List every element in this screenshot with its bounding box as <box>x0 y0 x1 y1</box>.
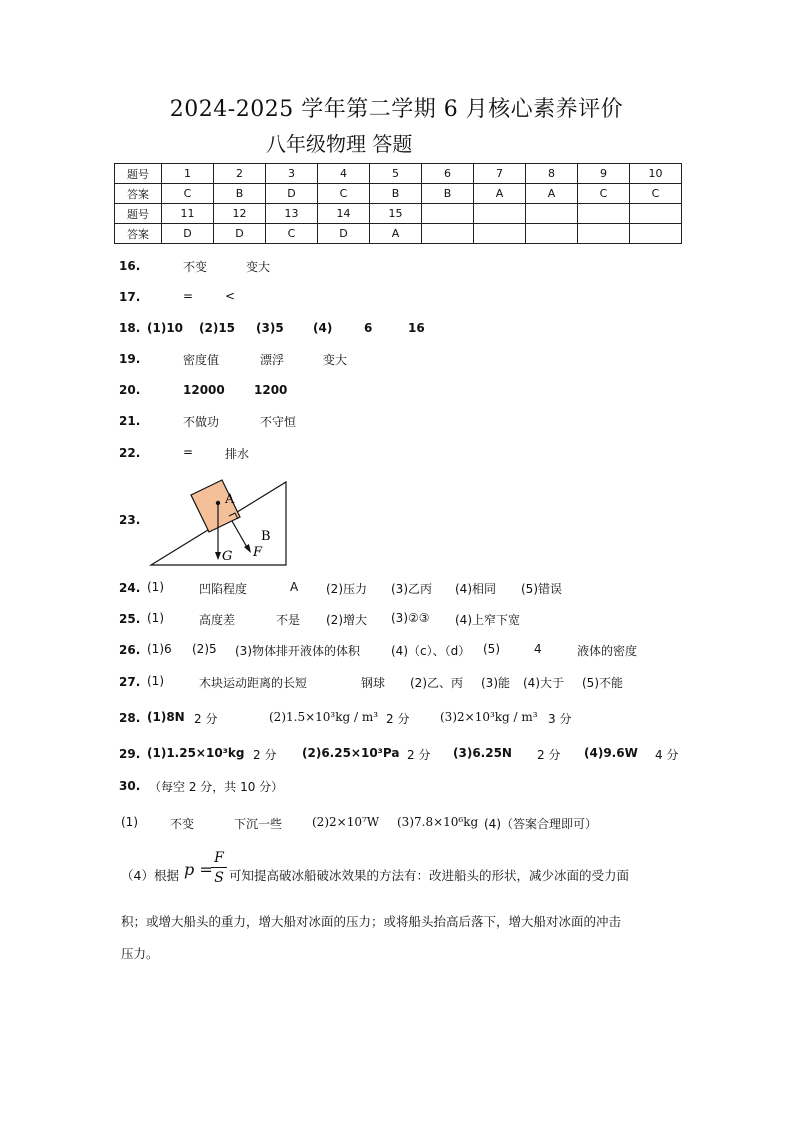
table-head-cell: 题号 <box>115 204 162 224</box>
explanation-line: 压力。 <box>121 946 159 961</box>
answer-text: (5)不能 <box>582 676 623 690</box>
answer-text: 1200 <box>254 383 288 397</box>
answer-text: (1) <box>147 611 164 625</box>
question-number: 25. <box>119 612 141 626</box>
table-row <box>115 164 682 184</box>
table-cell: 5 <box>370 164 422 184</box>
explanation-lead: （4）根据 <box>121 868 179 883</box>
answer-text: 16 <box>408 321 425 335</box>
answer-text: (3)6.25N <box>453 746 512 760</box>
score-text: 3 分 <box>548 712 572 726</box>
answer-text: (4)大于 <box>523 676 564 690</box>
score-text: 2 分 <box>386 712 410 726</box>
explanation-line: 积；或增大船头的重力，增大船对冰面的压力；或将船头抬高后落下，增大船对冰面的冲击 <box>121 914 622 929</box>
gravity-arrowhead <box>215 552 221 560</box>
answer-text: 4 <box>534 642 542 656</box>
answer-text: (1) <box>147 580 164 594</box>
table-cell <box>474 224 526 244</box>
answer-text: (5) <box>483 642 500 656</box>
answer-text: A <box>290 580 299 594</box>
table-cell: D <box>162 224 214 244</box>
table-row <box>115 184 682 204</box>
table-cell: 7 <box>474 164 526 184</box>
answer-text: = <box>183 445 194 459</box>
answer-text: 高度差 <box>199 613 236 627</box>
question-number: 23. <box>119 513 141 527</box>
answer-text: (4)（c）、（d） <box>391 644 471 658</box>
question-number: 19. <box>119 352 141 366</box>
answer-text: 钢球 <box>361 676 386 690</box>
table-cell: D <box>318 224 370 244</box>
answer-text: 不变 <box>183 260 208 274</box>
table-cell: C <box>162 184 214 204</box>
table-cell: 2 <box>214 164 266 184</box>
question-number: 29. <box>119 747 141 761</box>
table-cell: D <box>214 224 266 244</box>
answer-text: (5)错误 <box>521 582 562 596</box>
answer-text: (1)10 <box>147 321 184 335</box>
score-text: 4 分 <box>655 748 679 762</box>
answer-text: (2)乙、丙 <box>410 676 463 690</box>
answer-table <box>114 163 682 244</box>
table-cell: C <box>266 224 318 244</box>
answer-text: 不做功 <box>183 415 220 429</box>
question-number: 20. <box>119 383 141 397</box>
answer-text: (3)②③ <box>391 611 430 625</box>
table-cell: D <box>266 184 318 204</box>
force-arrowhead <box>244 544 251 553</box>
answer-text: (2)6.25×10³Pa <box>302 746 400 760</box>
answer-text: 变大 <box>323 353 348 367</box>
answer-text: (2)增大 <box>326 613 367 627</box>
table-row <box>115 224 682 244</box>
answer-text: (3)能 <box>481 676 510 690</box>
answer-text: 凹陷程度 <box>199 582 248 596</box>
table-cell: 10 <box>630 164 682 184</box>
table-cell <box>630 204 682 224</box>
table-cell: B <box>214 184 266 204</box>
table-cell: 9 <box>578 164 630 184</box>
table-cell: C <box>630 184 682 204</box>
answer-text: (4)9.6W <box>584 746 638 760</box>
question-number: 17. <box>119 290 141 304</box>
table-cell: 8 <box>526 164 578 184</box>
table-head-cell: 答案 <box>115 184 162 204</box>
table-cell <box>578 224 630 244</box>
answer-text: (4)（答案合理即可） <box>484 817 597 831</box>
page-subtitle: 八年级物理 答题 <box>266 132 413 156</box>
answer-text: (2)1.5×10³kg / m³ <box>269 710 379 724</box>
table-cell <box>526 224 578 244</box>
answer-text: (2)2×10⁷W <box>312 815 380 829</box>
table-head-cell: 题号 <box>115 164 162 184</box>
table-cell <box>630 224 682 244</box>
answer-text: 木块运动距离的长短 <box>199 676 308 690</box>
label-a: A <box>225 492 235 507</box>
answer-text: 下沉一些 <box>234 817 283 831</box>
answer-text: (3)2×10³kg / m³ <box>440 710 538 724</box>
answer-text: 变大 <box>246 260 271 274</box>
answer-text: (1) <box>121 815 138 829</box>
answer-text: = <box>183 289 194 303</box>
table-cell: C <box>318 184 370 204</box>
formula-numerator: F <box>211 849 227 868</box>
answer-text: 液体的密度 <box>577 644 638 658</box>
formula-lhs: p = <box>184 860 213 879</box>
answer-text: < <box>225 289 236 303</box>
score-text: 2 分 <box>253 748 277 762</box>
answer-text: (3)5 <box>256 321 284 335</box>
answer-text: 不守恒 <box>260 415 297 429</box>
table-cell: 3 <box>266 164 318 184</box>
label-b: B <box>261 529 271 544</box>
table-cell: A <box>526 184 578 204</box>
question-number: 18. <box>119 321 141 335</box>
question-number: 30. <box>119 779 141 793</box>
question-number: 22. <box>119 446 141 460</box>
answer-text: 排水 <box>225 447 250 461</box>
answer-text: (2)5 <box>192 642 217 656</box>
table-cell <box>526 204 578 224</box>
table-cell <box>422 224 474 244</box>
question-number: 21. <box>119 414 141 428</box>
question-number: 24. <box>119 581 141 595</box>
answer-text: 12000 <box>183 383 225 397</box>
table-cell <box>422 204 474 224</box>
table-cell: C <box>578 184 630 204</box>
answer-text: (3)7.8×10⁶kg <box>397 815 479 829</box>
question-number: 26. <box>119 643 141 657</box>
answer-text: (1)6 <box>147 642 172 656</box>
table-cell: 14 <box>318 204 370 224</box>
table-cell: A <box>474 184 526 204</box>
answer-text: (2)15 <box>199 321 236 335</box>
score-note: （每空 2 分，共 10 分） <box>149 780 284 794</box>
label-g: G <box>222 549 233 564</box>
question-number: 28. <box>119 711 141 725</box>
answer-text: (4) <box>313 321 333 335</box>
table-cell: B <box>422 184 474 204</box>
formula-denominator: S <box>214 870 224 886</box>
table-cell: 15 <box>370 204 422 224</box>
question-number: 16. <box>119 259 141 273</box>
score-text: 2 分 <box>407 748 431 762</box>
table-cell: 1 <box>162 164 214 184</box>
table-cell: 11 <box>162 204 214 224</box>
incline-force-diagram <box>145 478 295 570</box>
answer-text: (1)8N <box>147 710 185 724</box>
label-f: F <box>253 545 263 560</box>
answer-text: 6 <box>364 321 373 335</box>
table-row <box>115 204 682 224</box>
answer-text: (2)压力 <box>326 582 367 596</box>
answer-text: (1) <box>147 674 164 688</box>
table-cell: 13 <box>266 204 318 224</box>
table-cell: B <box>370 184 422 204</box>
answer-text: 不是 <box>276 613 301 627</box>
table-cell: A <box>370 224 422 244</box>
score-text: 2 分 <box>537 748 561 762</box>
page-title: 2024-2025 学年第二学期 6 月核心素养评价 <box>169 97 624 122</box>
answer-text: 密度值 <box>183 353 220 367</box>
table-cell: 4 <box>318 164 370 184</box>
answer-text: (4)相同 <box>455 582 496 596</box>
table-cell: 12 <box>214 204 266 224</box>
answer-text: (3)乙丙 <box>391 582 432 596</box>
force-arrow <box>232 521 248 549</box>
table-head-cell: 答案 <box>115 224 162 244</box>
answer-text: 不变 <box>170 817 195 831</box>
score-text: 2 分 <box>194 712 218 726</box>
answer-text: (1)1.25×10³kg <box>147 746 245 760</box>
table-cell <box>474 204 526 224</box>
answer-text: (4)上窄下宽 <box>455 613 520 627</box>
answer-text: (3)物体排开液体的体积 <box>235 644 360 658</box>
table-cell: 6 <box>422 164 474 184</box>
explanation-line: 可知提高破冰船破冰效果的方法有：改进船头的形状，减少冰面的受力面 <box>229 868 630 883</box>
table-cell <box>578 204 630 224</box>
answer-text: 漂浮 <box>260 353 285 367</box>
question-number: 27. <box>119 675 141 689</box>
